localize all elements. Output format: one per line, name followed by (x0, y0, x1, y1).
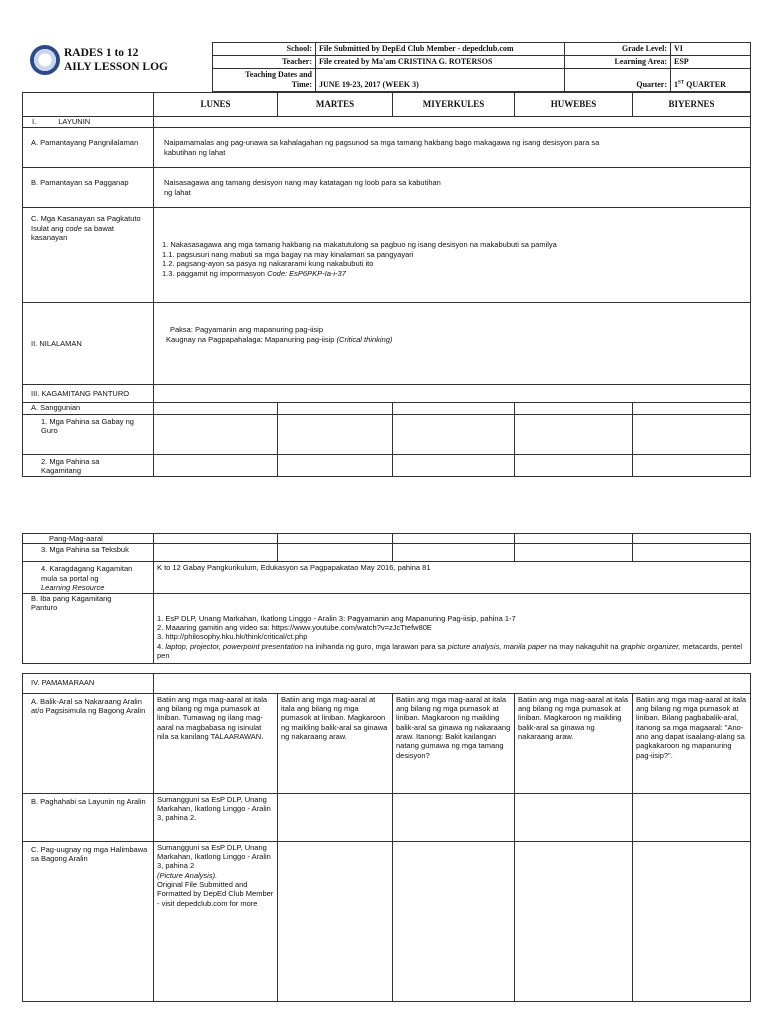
kagamitang-mag-aaral-martes (278, 454, 393, 476)
quarter-sup: ST (678, 80, 685, 86)
iba-pang-kagamitan-1: 1. EsP DLP, Unang Markahan, Ikatlong Linggo - Aralin 3: Pagyamanin ang Mapanuring Pag-iisip, pahina 1-7 (157, 613, 516, 623)
sanggunian-huwebes (515, 403, 633, 414)
iba-4g: metacards, pentel pen (157, 641, 743, 660)
lesson-table-part-1 (22, 92, 751, 477)
nilalaman-critical: (Critical thinking) (336, 334, 393, 344)
pag-uugnay-lunes-1: Sumangguni sa EsP DLP, Unang Markahan, Ikatlong Linggo - Aralin 3, pahina 2 (157, 842, 271, 871)
teaching-dates-label-1: Teaching Dates and (245, 70, 312, 79)
teksbuk-biyernes (633, 544, 751, 562)
title-line-2: AILY LESSON LOG (64, 61, 168, 73)
kagamitang-panturo-blank (154, 385, 751, 403)
balik-aral-lunes: Batiin ang mga mag-aaral at itala ang bilang ng mga pumasok at liniban. Tumawag ng ilang mag-aaral na magbabasa ng isinulat nila sa kanilang TALAARAWAN. (154, 693, 278, 793)
nilalaman-kaugnay-text: Kaugnay na Pagpapahalaga: Mapanuring pag-iisip (166, 334, 335, 344)
learning-area-label: Learning Area: (565, 56, 671, 69)
grade-level-label: Grade Level: (565, 43, 671, 56)
layunin-number: I. (32, 117, 37, 126)
iba-4f: graphic organizer, (620, 641, 681, 651)
pag-uugnay-lunes-2: Original File Submitted and Formatted by DepEd Club Member - visit depedclub.com for more (157, 880, 274, 908)
balik-aral-label: A. Balik-Aral sa Nakaraang Aralin at/o Pagsisimula ng Bagong Aralin (23, 693, 154, 793)
quarter-word: QUARTER (686, 80, 726, 89)
kasanayan-text-3: 1.2. pagsang-ayon sa pasya ng nakararami kung nakabubuti ito (162, 259, 374, 269)
pag-uugnay-lunes (154, 841, 278, 1001)
gabay-guro-miyerkules (393, 414, 515, 454)
quarter-number: 1 (674, 80, 678, 89)
cont-biyernes (633, 534, 751, 544)
spacer-row (23, 663, 751, 673)
iba-pang-kagamitan-2: 2. Maaaring gamitin ang video sa: https://www.youtube.com/watch?v=zJcTtefw80E (157, 622, 432, 632)
kasanayan-label-1: C. Mga Kasanayan sa Pagkatuto (31, 214, 141, 224)
kasanayan-text (154, 208, 751, 303)
iba-4d: picture analysis, manila paper (447, 641, 547, 651)
nilalaman-label: II. NILALAMAN (23, 303, 154, 385)
paghahabi-biyernes (633, 793, 751, 841)
paghahabi-lunes: Sumangguni sa EsP DLP, Unang Markahan, Ikatlong Linggo - Aralin 3, pahina 2. (154, 793, 278, 841)
nilalaman-text (154, 303, 751, 385)
layunin-label: LAYUNIN (58, 117, 91, 126)
pamamaraan-label: IV. PAMAMARAAN (23, 673, 154, 693)
teksbuk-miyerkules (393, 544, 515, 562)
pamantayan-pagganap-label: B. Pamantayan sa Pagganap (23, 168, 154, 208)
balik-aral-martes: Batiin ang mga mag-aaral at itala ang bilang ng mga pumasok at liniban. Magkaroon ng maikling balik-aral sa ginawa ng nakaraang araw. (278, 693, 393, 793)
kasanayan-code: Code: EsP6PKP-Ia-i-37 (267, 268, 346, 278)
karagdagang-kagamitan-label (23, 562, 154, 593)
pag-uugnay-biyernes (633, 841, 751, 1001)
learning-area-value: ESP (671, 56, 751, 69)
teacher-value: File created by Ma'am CRISTINA G. ROTERSOS (316, 56, 565, 69)
teacher-label: Teacher: (213, 56, 316, 69)
paghahabi-martes (278, 793, 393, 841)
teaching-dates-label (213, 69, 316, 92)
iba-pang-kagamitan-3: 3. http://philosophy.hku.hk/think/critical/ct.php (157, 632, 308, 642)
lesson-table-part-2 (22, 533, 751, 1002)
kasanayan-text-4a: 1.3. paggamit ng impormasyon (162, 268, 265, 278)
kasanayan-label (23, 208, 154, 303)
kasanayan-text-1: 1. Nakasasagawa ang mga tamang hakbang na makatutulong sa pagbuo ng isang desisyon na makabubuti sa pamilya (162, 240, 557, 250)
pag-uugnay-miyerkules (393, 841, 515, 1001)
pag-uugnay-lunes-italic: (Picture Analysis). (157, 870, 218, 880)
school-value: File Submitted by DepEd Club Member - depedclub.com (316, 43, 565, 56)
balik-aral-huwebes: Batiin ang mga mag-aaral at itala ang bilang ng mga pumasok at liniban. Magkaroon ng maikling balik-aral sa ginawa ng nakaraang araw. (515, 693, 633, 793)
balik-aral-biyernes: Batiin ang mga mag-aaral at itala ang bilang ng mga pumasok at liniban. Bilang pagbabalik-aral, itanong sa mga magaaral: "Ano-ano ang dapat isaalang-alang sa pagkakaroon ng mapanuring pag-iisip?". (633, 693, 751, 793)
teksbuk-martes (278, 544, 393, 562)
pag-uugnay-label: C. Pag-uugnay ng mga Halimbawa sa Bagong Aralin (23, 841, 154, 1001)
pamantayang-pangnilalaman-label: A. Pamantayang Pangnilalaman (23, 128, 154, 168)
gabay-guro-biyernes (633, 414, 751, 454)
day-header-blank (23, 93, 154, 117)
nilalaman-paksa: Paksa: Pagyamanin ang mapanuring pag-iisip (170, 325, 324, 335)
iba-4e: na may nakaguhit na (548, 641, 619, 651)
iba-pang-kagamitan-label: B. Iba pang Kagamitang Panturo (23, 593, 154, 663)
paghahabi-huwebes (515, 793, 633, 841)
sanggunian-lunes (154, 403, 278, 414)
grade-level-value: VI (671, 43, 751, 56)
karagdagang-kagamitan-label-2: Learning Resource (41, 583, 105, 593)
header-logo-area (22, 42, 212, 80)
cont-lunes (154, 534, 278, 544)
pag-uugnay-huwebes (515, 841, 633, 1001)
iba-pang-kagamitan-text (154, 593, 751, 663)
day-header-miyerkules: MIYERKULES (393, 93, 515, 117)
cont-martes (278, 534, 393, 544)
day-header-huwebes: HUWEBES (515, 93, 633, 117)
kagamitang-mag-aaral-lunes (154, 454, 278, 476)
teaching-dates-value: JUNE 19-23, 2017 (WEEK 3) (316, 69, 565, 92)
karagdagang-kagamitan-text: K to 12 Gabay Pangkurikulum, Edukasyon sa Pagpapakatao May 2016, pahina 81 (154, 562, 751, 593)
kasanayan-label-2 (31, 224, 143, 243)
kasanayan-text-4 (162, 269, 590, 278)
teksbuk-lunes (154, 544, 278, 562)
deped-seal-icon (30, 45, 60, 75)
layunin-blank (154, 117, 751, 128)
teksbuk-label: 3. Mga Pahina sa Teksbuk (23, 544, 154, 562)
gabay-guro-lunes (154, 414, 278, 454)
kagamitang-panturo-label: III. KAGAMITANG PANTURO (23, 385, 154, 403)
kagamitang-mag-aaral-huwebes (515, 454, 633, 476)
kagamitang-mag-aaral-cont: Pang-Mag-aaral (23, 534, 154, 544)
school-label: School: (213, 43, 316, 56)
day-header-biyernes: BIYERNES (633, 93, 751, 117)
quarter-label: Quarter: (565, 69, 671, 92)
layunin-heading (23, 117, 154, 128)
kagamitang-mag-aaral-miyerkules (393, 454, 515, 476)
iba-4a: 4. (157, 641, 164, 651)
pamantayan-pagganap-text: Naisasagawa ang tamang desisyon nang may katatagan ng loob para sa kabutihan ng lahat (154, 168, 751, 208)
gabay-guro-martes (278, 414, 393, 454)
pamamaraan-blank (154, 673, 751, 693)
karagdagang-kagamitan-label-1: 4. Karagdagang Kagamitan mula sa portal ng (41, 564, 133, 583)
pamantayang-pangnilalaman-text: Naipamamalas ang pag-unawa sa kahalagahan ng pagsunod sa mga tamang hakbang bago makagawa ng isang desisyon para sa kabutihan ng lahat (154, 128, 751, 168)
gabay-guro-label: 1. Mga Pahina sa Gabay ng Guro (23, 414, 154, 454)
title-line-1: RADES 1 to 12 (64, 47, 139, 59)
kasanayan-label-code: code (65, 223, 82, 233)
kagamitang-mag-aaral-label: 2. Mga Pahina sa Kagamitang (23, 454, 154, 476)
kagamitang-mag-aaral-biyernes (633, 454, 751, 476)
teaching-dates-label-2: Time: (291, 80, 312, 89)
pag-uugnay-martes (278, 841, 393, 1001)
sanggunian-biyernes (633, 403, 751, 414)
gabay-guro-huwebes (515, 414, 633, 454)
kasanayan-label-2a: Isulat ang (31, 223, 64, 233)
nilalaman-kaugnay (166, 335, 450, 344)
paghahabi-label: B. Paghahabi sa Layunin ng Aralin (23, 793, 154, 841)
iba-4c: na inihanda ng guro, mga larawan para sa (305, 641, 446, 651)
sanggunian-martes (278, 403, 393, 414)
kasanayan-text-2: 1.1. pagsusuri nang mabuti sa mga bagay na may kinalaman sa pangyayari (162, 249, 414, 259)
iba-4b: laptop, projector, powerpoint presentation (165, 641, 303, 651)
kasanayan-label-3: sa bawat kasanayan (31, 223, 115, 243)
sanggunian-label: A. Sanggunian (23, 403, 154, 414)
cont-huwebes (515, 534, 633, 544)
sanggunian-miyerkules (393, 403, 515, 414)
teksbuk-huwebes (515, 544, 633, 562)
balik-aral-miyerkules: Batiin ang mga mag-aaral at itala ang bilang ng mga pumasok at liniban. Magkaroon ng maikling balik-aral sa ginawa ng nakaraang araw. Itanong: Bakit kailangan natang gumawa ng mga tamang desisyon? (393, 693, 515, 793)
day-header-lunes: LUNES (154, 93, 278, 117)
paghahabi-miyerkules (393, 793, 515, 841)
iba-pang-kagamitan-4 (157, 642, 747, 661)
header-info-table (212, 42, 751, 92)
day-header-martes: MARTES (278, 93, 393, 117)
quarter-value (671, 69, 751, 92)
cont-miyerkules (393, 534, 515, 544)
